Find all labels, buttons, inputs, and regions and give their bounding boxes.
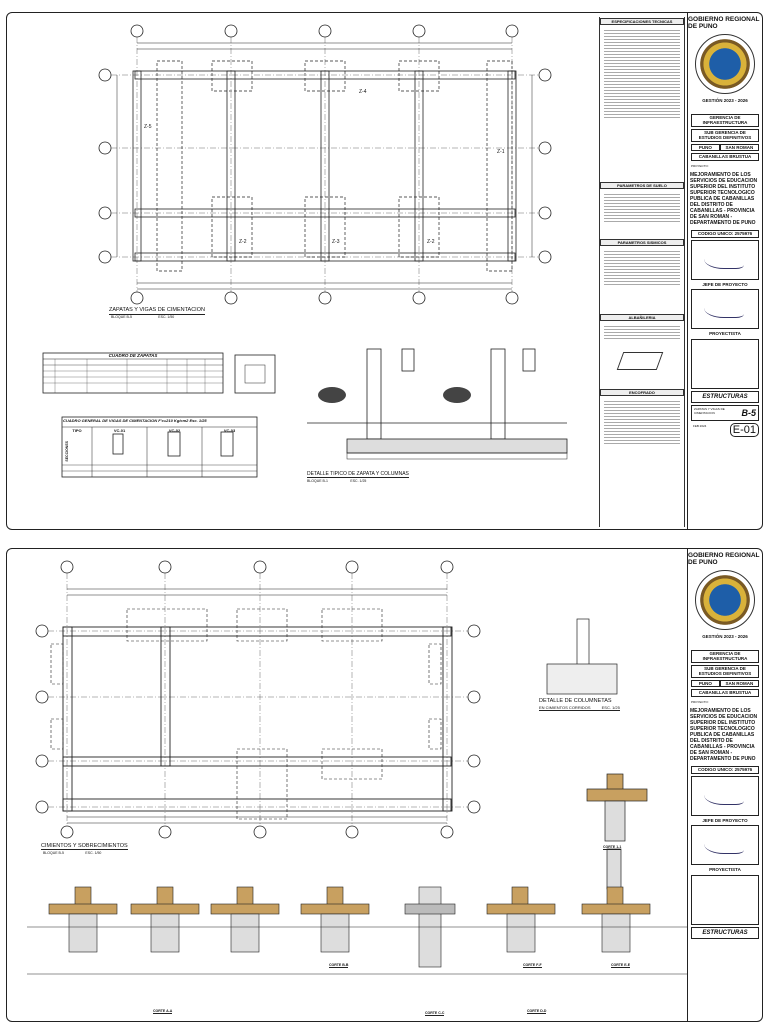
- location-map-2: [691, 875, 759, 925]
- svg-text:Z-4: Z-4: [359, 89, 367, 95]
- notes-spec-title: ESPECIFICACIONES TECNICAS: [600, 18, 684, 25]
- corte-label-1: CORTE 1-1: [603, 845, 622, 849]
- gerencia: GERENCIA DE INFRAESTRUCTURA: [691, 114, 759, 127]
- corte-label-a: CORTE A-A: [153, 1009, 173, 1013]
- province-2: SAN ROMAN: [720, 680, 759, 688]
- notes-seismic-title: PARAMETROS SISMICOS: [600, 239, 684, 246]
- gestion-2: GESTIÓN 2023 - 2026: [702, 634, 748, 639]
- plan-scale: ESC. 1/50: [158, 315, 175, 319]
- corte-label-f: CORTE F-F: [523, 963, 542, 967]
- detail2-scale: ESC. 1/25: [601, 705, 620, 710]
- beam-col-vc03: VC-03: [223, 428, 236, 433]
- footing-table-title: CUADRO DE ZAPATAS: [108, 353, 158, 358]
- project-label-2: PROYECTO:: [691, 699, 709, 704]
- detail2-subtitle: EN CIMIENTOS CORRIDOS: [539, 705, 591, 710]
- beam-table-header: [62, 428, 257, 433]
- corte-label-e: CORTE E-E: [611, 963, 631, 967]
- drawing-sheet-2: [6, 548, 763, 1022]
- province: SAN ROMAN: [720, 144, 759, 152]
- district: CABANILLAS BRUSTUA: [691, 153, 759, 161]
- region-2: PUNO: [691, 680, 720, 688]
- sheet-desc: ZAPATAS Y VIGAS DE CIMENTACION: [694, 406, 725, 415]
- title-block-1: [687, 13, 762, 529]
- jefe-label-2: JEFE DE PROYECTO: [702, 817, 748, 823]
- plan2-scale: ESC. 1/50: [85, 851, 102, 855]
- sheet-number: E-01: [730, 423, 759, 437]
- drawing-sheet-1: [6, 12, 763, 530]
- discipline: ESTRUCTURAS: [691, 391, 759, 403]
- codigo: CODIGO UNICO: 2575976: [691, 230, 759, 238]
- region: PUNO: [691, 144, 720, 152]
- signature-jefe: [691, 240, 759, 280]
- project-label: PROYECTO:: [691, 163, 709, 168]
- svg-text:Z-2: Z-2: [239, 239, 247, 245]
- detail-title: DETALLE TIPICO DE ZAPATA Y COLUMNAS: [307, 471, 409, 477]
- gov-title-2: GOBIERNO REGIONAL DE PUNO: [688, 552, 760, 566]
- discipline-2: ESTRUCTURAS: [691, 927, 759, 939]
- title-block-2: [687, 549, 762, 1021]
- notes-soil-title: PARAMETROS DE SUELO: [600, 182, 684, 189]
- technical-notes: [599, 17, 685, 527]
- beam-col-vc01: VC-01: [113, 428, 126, 433]
- signature-jefe-2: [691, 776, 759, 816]
- wall-foundation-plan: [7, 549, 763, 1022]
- corte-label-d: CORTE D-D: [527, 1009, 547, 1013]
- beam-col-vc02: VC-02: [168, 428, 181, 433]
- gerencia-2: GERENCIA DE INFRAESTRUCTURA: [691, 650, 759, 663]
- sub-gerencia: SUB GERENCIA DE ESTUDIOS DEFINITIVOS: [691, 129, 759, 142]
- corte-label-b: CORTE B-B: [329, 963, 349, 967]
- plan-title: ZAPATAS Y VIGAS DE CIMENTACION: [109, 307, 205, 313]
- proyectista-label: PROYECTISTA: [709, 331, 741, 337]
- notes-masonry-title: ALBAÑILERIA: [600, 314, 684, 321]
- beam-table-title: [63, 418, 258, 423]
- project-name: MEJORAMIENTO DE LOS SERVICIOS DE EDUCACION SUPERIOR DEL INSTITUTO SUPERIOR TECNOLOGICO PUBLICA DE CABANILLAS DEL DISTRITO DE CABANILLAS - PROVINCIA DE SAN ROMAN - DEPARTAMENTO DE PUNO: [690, 172, 758, 227]
- svg-text:Z-3: Z-3: [332, 239, 340, 245]
- notes-formwork-title: ENCOFRADO: [600, 389, 684, 396]
- sheet-date: FEB 2024: [693, 423, 707, 428]
- svg-text:Z-5: Z-5: [144, 124, 152, 130]
- district-2: CABANILLAS BRUSTUA: [691, 689, 759, 697]
- svg-text:Z-1: Z-1: [497, 149, 505, 155]
- plan2-subtitle: BLOQUE B-5: [43, 851, 65, 855]
- notes-spec-body: [600, 26, 684, 181]
- plan2-title: CIMIENTOS Y SOBRECIMIENTOS: [41, 843, 128, 849]
- detail-scale: ESC. 1/25: [350, 479, 367, 483]
- gestion: GESTIÓN 2023 - 2026: [702, 98, 748, 103]
- sheet-code: B-5: [741, 407, 756, 418]
- sub-gerencia-2: SUB GERENCIA DE ESTUDIOS DEFINITIVOS: [691, 665, 759, 678]
- detail-subtitle: BLOQUE B-1: [307, 479, 329, 483]
- beam-col-type: TIPO: [72, 428, 82, 433]
- beam-row-label: SECCIONES: [65, 441, 69, 462]
- project-name-2: MEJORAMIENTO DE LOS SERVICIOS DE EDUCACION SUPERIOR DEL INSTITUTO SUPERIOR TECNOLOGICO PUBLICA DE CABANILLAS DEL DISTRITO DE CABANILLAS - PROVINCIA DE SAN ROMAN - DEPARTAMENTO DE PUNO: [690, 708, 758, 763]
- signature-proyectista: [691, 289, 759, 329]
- signature-proyectista-2: [691, 825, 759, 865]
- regional-seal-icon: [695, 34, 755, 94]
- beam-table-title-text: CUADRO GENERAL DE VIGAS DE CIMENTACION F'c=210 Kg/cm2: [63, 418, 189, 423]
- location-map: [691, 339, 759, 389]
- beam-table-scale: Esc. 1/25: [189, 418, 207, 423]
- proyectista-label-2: PROYECTISTA: [709, 867, 741, 873]
- detail2-title: DETALLE DE COLUMNETAS: [539, 698, 612, 704]
- svg-text:Z-2: Z-2: [427, 239, 435, 245]
- plan-subtitle: BLOQUE B-5: [111, 315, 133, 319]
- regional-seal-icon-2: [695, 570, 755, 630]
- corte-label-c: CORTE C-C: [425, 1011, 445, 1015]
- gov-title: GOBIERNO REGIONAL DE PUNO: [688, 16, 760, 30]
- jefe-label: JEFE DE PROYECTO: [702, 281, 748, 287]
- codigo-2: CODIGO UNICO: 2575976: [691, 766, 759, 774]
